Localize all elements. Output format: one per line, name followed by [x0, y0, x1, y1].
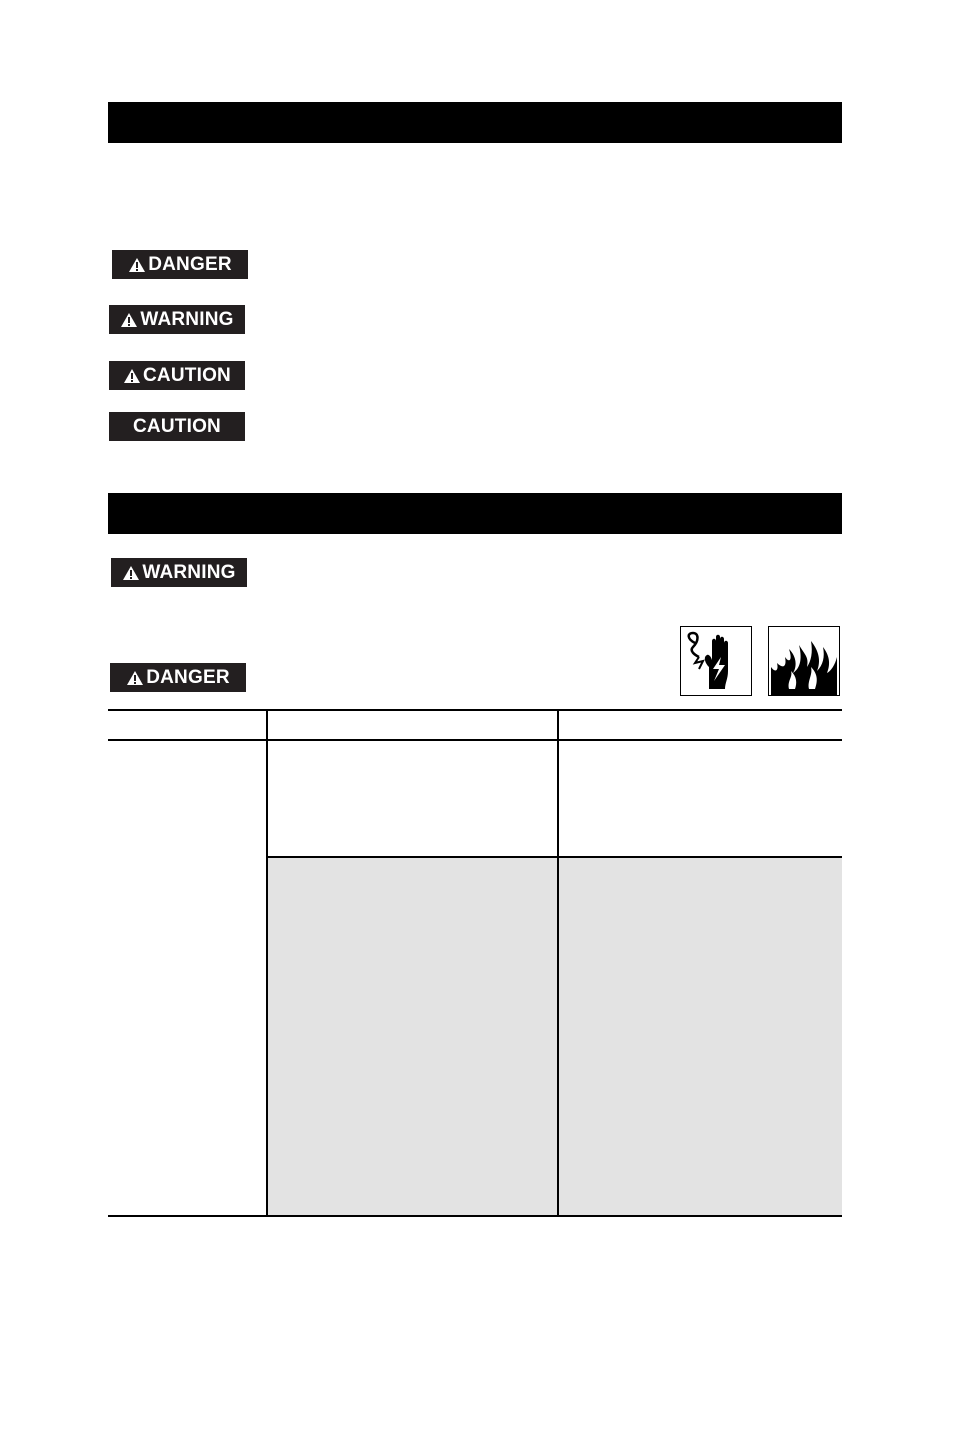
caution-alert-badge — [109, 361, 245, 390]
danger-badge-hazards — [110, 663, 246, 692]
danger-label: DANGER — [148, 254, 232, 275]
warning-triangle-icon — [120, 312, 138, 328]
table-header-hazard — [108, 711, 266, 739]
table-header-how-to-prevent — [559, 711, 842, 739]
table-bottom-rule — [108, 1215, 842, 1217]
warning-badge — [109, 305, 245, 334]
warning-badge-hazards — [111, 558, 247, 587]
warning-label: WARNING — [140, 309, 234, 330]
table-header-what-could-happen — [268, 711, 557, 739]
warning-triangle-icon — [122, 565, 140, 581]
section-header-bar-hazards — [108, 493, 842, 534]
caution-plain-label: CAUTION — [133, 416, 221, 437]
warning-label-hazards: WARNING — [142, 562, 236, 583]
fire-flame-icon — [768, 626, 840, 696]
caution-plain-badge — [109, 412, 245, 441]
warning-triangle-icon — [123, 368, 141, 384]
table-cell — [559, 858, 842, 1215]
caution-label: CAUTION — [143, 365, 231, 386]
danger-badge — [112, 250, 248, 279]
table-cell-hazard — [108, 741, 266, 1215]
warning-triangle-icon — [126, 670, 144, 686]
danger-label-hazards: DANGER — [146, 667, 230, 688]
table-cell — [559, 741, 842, 856]
section-header-bar-safety — [108, 102, 842, 143]
warning-triangle-icon — [128, 257, 146, 273]
electric-shock-hand-icon — [680, 626, 752, 696]
table-cell — [268, 858, 557, 1215]
table-cell — [268, 741, 557, 856]
